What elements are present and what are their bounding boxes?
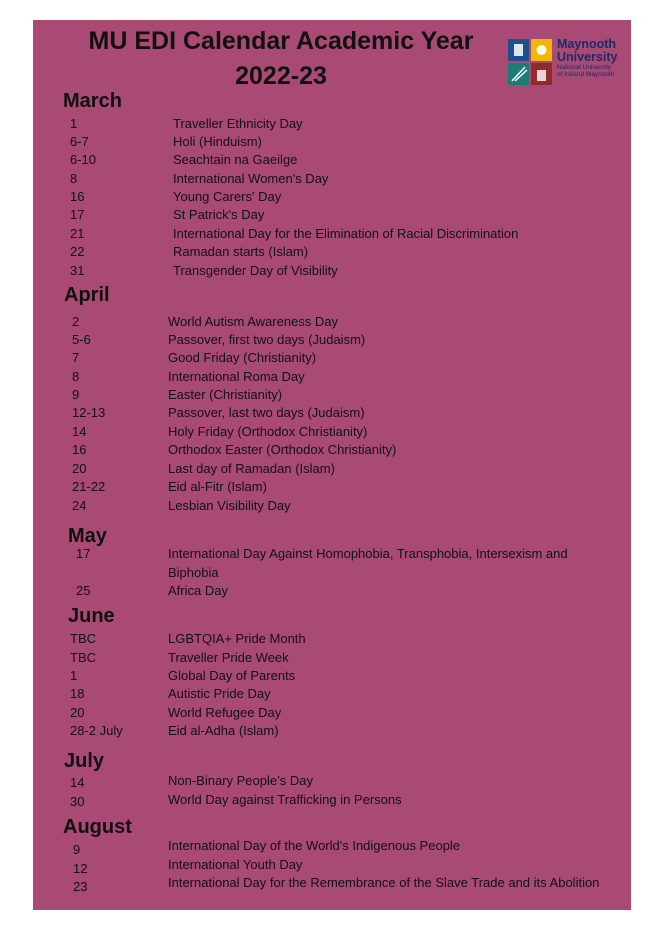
event-name: Orthodox Easter (Orthodox Christianity): [168, 442, 397, 457]
event-date: 17: [76, 546, 91, 561]
event-name: International Roma Day: [168, 369, 305, 384]
event-date: 1: [70, 668, 78, 683]
event-name: Good Friday (Christianity): [168, 350, 317, 365]
event-date: 21-22: [72, 479, 106, 494]
event-name: Passover, first two days (Judaism): [168, 332, 366, 347]
event-date: 12-13: [72, 405, 106, 420]
event-name: Last day of Ramadan (Islam): [168, 461, 335, 476]
event-date: 20: [72, 461, 87, 476]
page-subtitle-year: 2022-23: [235, 62, 327, 90]
event-name: World Day against Trafficking in Persons: [168, 792, 402, 807]
event-date: 9: [73, 842, 81, 857]
event-date: 5-6: [72, 332, 91, 347]
month-heading-june: June: [68, 605, 115, 627]
event-date: 17: [70, 207, 85, 222]
event-date: 9: [72, 387, 80, 402]
event-date: 22: [70, 244, 85, 259]
event-date: 30: [70, 794, 85, 809]
event-name: World Refugee Day: [168, 705, 282, 720]
event-name: International Day of the World's Indigenous People: [168, 838, 461, 853]
event-date: 31: [70, 263, 85, 278]
university-logo: [507, 38, 627, 90]
event-date: 18: [70, 686, 85, 701]
event-date: 24: [72, 498, 87, 513]
event-name: Global Day of Parents: [168, 668, 296, 683]
event-name: Africa Day: [168, 583, 228, 598]
event-name: World Autism Awareness Day: [168, 314, 339, 329]
event-name: Passover, last two days (Judaism): [168, 405, 365, 420]
event-date: 16: [72, 442, 87, 457]
event-date: 8: [70, 171, 78, 186]
event-date: TBC: [70, 650, 96, 665]
logo-line-4: of Ireland Maynooth: [557, 71, 615, 78]
event-name: Easter (Christianity): [168, 387, 283, 402]
page-title: MU EDI Calendar Academic Year: [88, 27, 474, 55]
event-name: Traveller Pride Week: [168, 650, 289, 665]
event-name: Eid al-Fitr (Islam): [168, 479, 267, 494]
month-heading-may: May: [68, 525, 107, 547]
event-name: International Day for the Remembrance of the Slave Trade and its Abolition: [168, 875, 600, 890]
logo-line-1: Maynooth: [557, 37, 617, 51]
event-name: St Patrick's Day: [173, 207, 265, 222]
month-heading-april: April: [64, 284, 110, 306]
event-date: 14: [70, 775, 85, 790]
event-date: 2: [72, 314, 80, 329]
logo-line-2: University: [557, 50, 618, 64]
month-heading-march: March: [63, 90, 122, 112]
event-date: 8: [72, 369, 80, 384]
event-name: Ramadan starts (Islam): [173, 244, 309, 259]
event-date: 21: [70, 226, 85, 241]
event-name: Autistic Pride Day: [168, 686, 271, 701]
event-name: Non-Binary People’s Day: [168, 773, 313, 788]
event-date: 23: [73, 879, 88, 894]
event-date: 28-2 July: [70, 723, 123, 738]
event-name: LGBTQIA+ Pride Month: [168, 631, 306, 646]
logo-line-3: National University: [557, 64, 612, 71]
event-date: 14: [72, 424, 87, 439]
event-name: Eid al-Adha (Islam): [168, 723, 279, 738]
event-name: Holi (Hinduism): [173, 134, 262, 149]
event-name: Holy Friday (Orthodox Christianity): [168, 424, 368, 439]
event-date: 25: [76, 583, 91, 598]
month-heading-july: July: [64, 750, 105, 772]
month-heading-august: August: [63, 816, 132, 838]
calendar-page: [33, 20, 631, 910]
event-date: 7: [72, 350, 80, 365]
event-date: 20: [70, 705, 85, 720]
event-date: 1: [70, 116, 78, 131]
event-name: Lesbian Visibility Day: [168, 498, 291, 513]
event-name: Transgender Day of Visibility: [173, 263, 338, 278]
event-date: 12: [73, 861, 88, 876]
event-name: International Youth Day: [168, 857, 303, 872]
event-date: 6-7: [70, 134, 89, 149]
event-name: Young Carers' Day: [173, 189, 282, 204]
crest-icon: [507, 38, 553, 88]
event-name: Traveller Ethnicity Day: [173, 116, 303, 131]
event-name: Seachtain na Gaeilge: [173, 152, 298, 167]
event-name: International Day Against Homophobia, Transphobia, Intersexism and Biphobia: [168, 546, 568, 580]
event-name: International Women's Day: [173, 171, 329, 186]
logo-wordmark: [557, 38, 617, 78]
event-date: 16: [70, 189, 85, 204]
event-date: TBC: [70, 631, 96, 646]
event-date: 6-10: [70, 152, 97, 167]
event-name: International Day for the Elimination of Racial Discrimination: [173, 226, 519, 241]
